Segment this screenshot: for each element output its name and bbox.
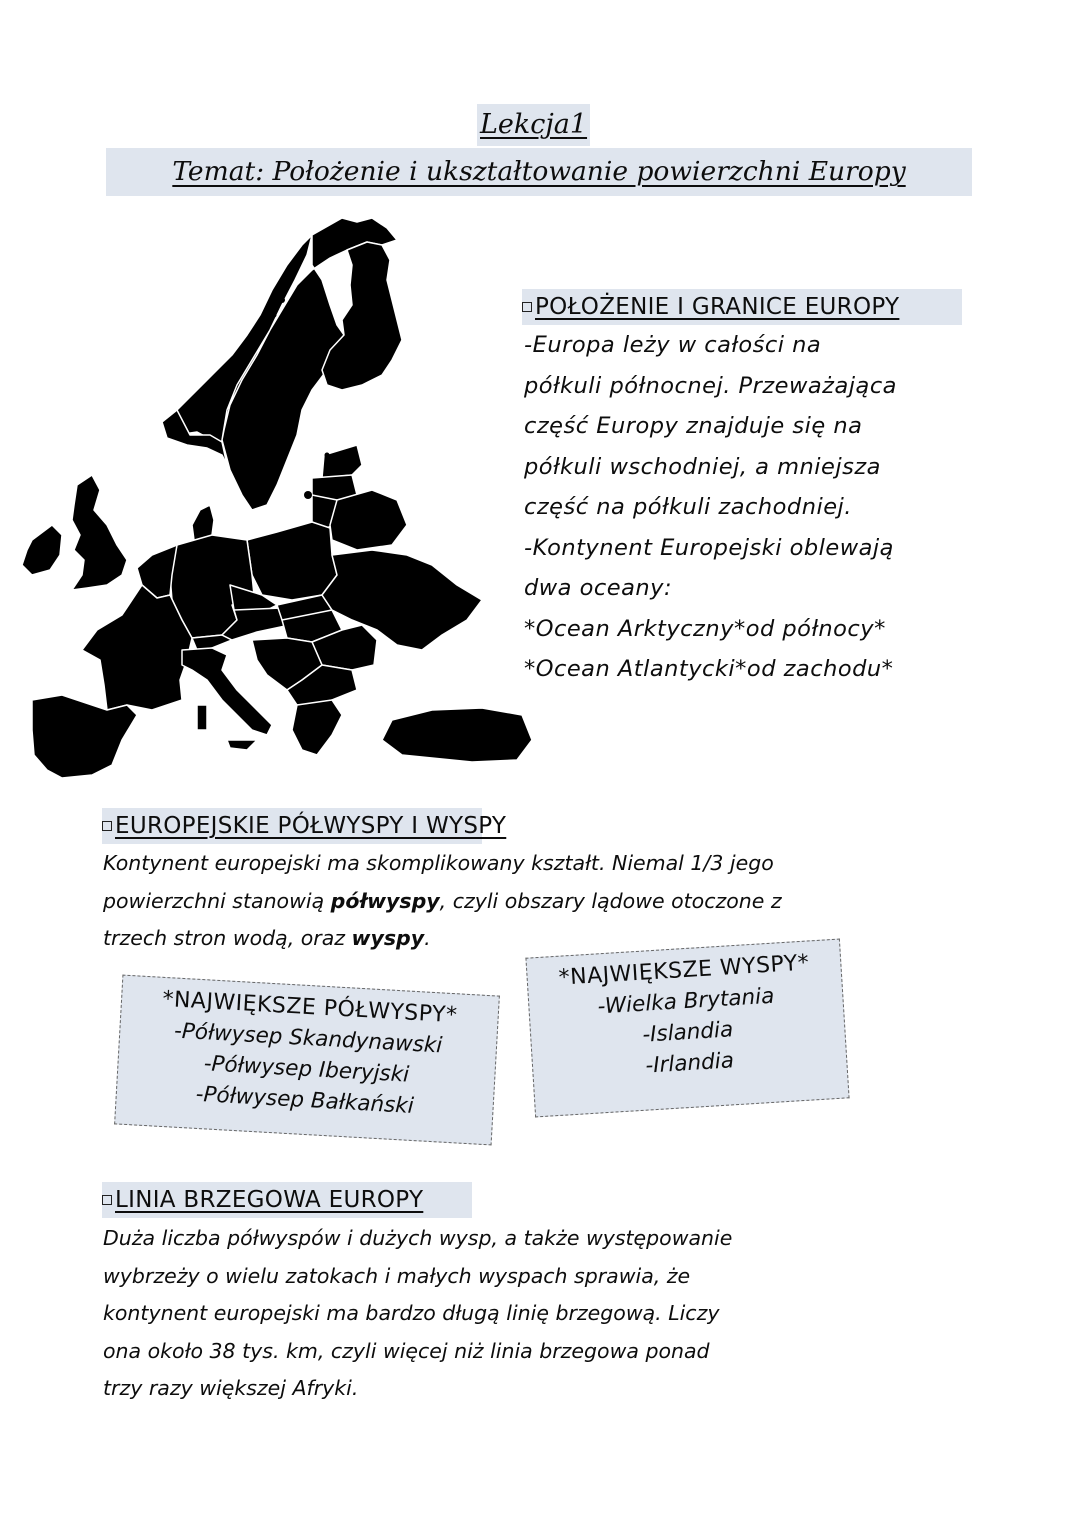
section-heading-coastline: LINIA BRZEGOWA EUROPY — [102, 1182, 472, 1218]
text-line: -Kontynent Europejski oblewają — [524, 534, 894, 561]
text-line: *Ocean Arktyczny*od północy* — [524, 615, 886, 642]
text-line: ona około 38 tys. km, czyli więcej niż linia brzegowa ponad — [103, 1338, 710, 1363]
ireland-shape — [22, 525, 62, 575]
text-line: część na półkuli zachodniej. — [524, 494, 852, 520]
text-line: półkuli wschodniej, a mniejsza — [524, 453, 881, 480]
list-item: -Półwysep Bałkański — [195, 1081, 415, 1120]
text-line: trzech stron wodą, oraz wyspy. — [103, 926, 431, 950]
text-line: Duża liczba półwyspów i dużych wysp, a także występowanie — [103, 1226, 733, 1250]
checkbox-icon — [102, 821, 112, 831]
text-line: dwa oceany: — [524, 575, 673, 601]
checkbox-icon — [522, 302, 532, 312]
section-heading-peninsulas: EUROPEJSKIE PÓŁWYSPY I WYSPY — [102, 808, 482, 844]
europe-map — [12, 210, 532, 785]
bold-term: półwyspy — [330, 888, 440, 913]
note-title: *NAJWIĘKSZE WYSPY* — [558, 950, 810, 991]
location-text — [524, 325, 974, 690]
list-item: -Islandia — [641, 1017, 734, 1048]
text-line: *Ocean Atlantycki*od zachodu* — [524, 656, 894, 682]
coastline-text — [103, 1220, 732, 1408]
largest-peninsulas-note — [114, 975, 500, 1146]
text-line: wybrzeży o wielu zatokach i małych wyspach sprawia, że — [103, 1263, 691, 1288]
peninsulas-text — [103, 845, 782, 958]
checkbox-icon — [102, 1195, 112, 1205]
great-britain-shape — [72, 475, 127, 590]
text-line: półkuli północnej. Przeważająca — [524, 372, 897, 399]
largest-islands-note — [525, 939, 849, 1118]
note-title: *NAJWIĘKSZE PÓŁWYSPY* — [161, 986, 459, 1029]
list-item: -Irlandia — [644, 1048, 735, 1079]
text-line: Kontynent europejski ma skomplikowany kształt. Niemal 1/3 jego — [103, 851, 774, 875]
text-line: trzy razy większej Afryki. — [103, 1376, 359, 1400]
turkey-shape — [382, 708, 532, 762]
bold-term: wyspy — [351, 926, 425, 950]
list-item: -Półwysep Iberyjski — [203, 1051, 410, 1088]
text-line: część Europy znajduje się na — [524, 413, 863, 439]
text-line: powierzchni stanowią półwyspy, czyli obszary lądowe otoczone z — [103, 888, 782, 913]
text-line: kontynent europejski ma bardzo długą linię brzegową. Liczy — [103, 1301, 720, 1325]
list-item: -Wielka Brytania — [596, 983, 775, 1020]
section-heading-location: POŁOŻENIE I GRANICE EUROPY — [522, 289, 962, 325]
text-line: -Europa leży w całości na — [524, 332, 822, 358]
iberia-shape — [32, 695, 137, 778]
topic-title: Temat: Położenie i ukształtowanie powierzchni Europy — [106, 148, 972, 196]
list-item: -Półwysep Skandynawski — [173, 1018, 443, 1059]
lesson-title: Lekcja1 — [477, 104, 590, 146]
